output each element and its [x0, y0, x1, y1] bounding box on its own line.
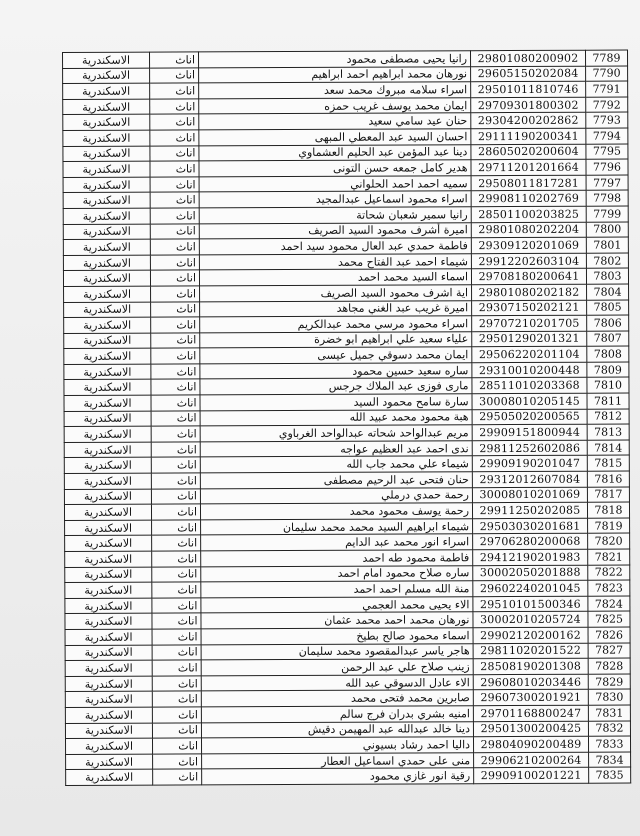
national-id-cell: 28511010203368	[472, 378, 587, 394]
national-id-cell: 29801080200902	[470, 50, 585, 66]
governorate-cell: الاسكندرية	[64, 364, 151, 380]
name-cell: رقية انور غازي محمود	[202, 768, 474, 785]
name-cell: امنيه بشري بدران فرج سالم	[201, 706, 473, 723]
serial-number-cell: 7798	[586, 190, 628, 206]
serial-number-cell: 7812	[587, 409, 629, 425]
name-cell: اسراء محمود اسماعيل عبدالمجيد	[199, 191, 471, 208]
name-cell: شيماء ابراهيم السيد محمد محمد سليمان	[201, 519, 473, 536]
national-id-cell: 30008010205145	[472, 393, 587, 409]
serial-number-cell: 7821	[588, 549, 630, 565]
serial-number-cell: 7814	[587, 440, 629, 456]
governorate-cell: الاسكندرية	[64, 395, 151, 411]
national-id-cell: 29811020201522	[473, 643, 588, 659]
governorate-cell: الاسكندرية	[64, 302, 151, 318]
national-id-cell: 29602240201045	[473, 580, 588, 596]
name-cell: اسراء محمود مرسي محمد عبدالكريم	[200, 316, 472, 333]
national-id-cell: 29412190201983	[473, 549, 588, 565]
governorate-cell: الاسكندرية	[64, 411, 151, 427]
national-id-cell: 28508190201308	[473, 658, 588, 674]
gender-cell: اناث	[151, 286, 200, 302]
national-id-cell: 29501300200425	[473, 721, 588, 737]
governorate-cell: الاسكندرية	[65, 738, 152, 754]
gender-cell: اناث	[152, 722, 201, 738]
national-id-cell: 29801080202204	[471, 222, 586, 238]
serial-number-cell: 7789	[585, 50, 627, 66]
gender-cell: اناث	[151, 489, 200, 505]
serial-number-cell: 7802	[586, 253, 628, 269]
gender-cell: اناث	[150, 208, 199, 224]
governorate-cell: الاسكندرية	[66, 754, 153, 770]
serial-number-cell: 7824	[588, 596, 630, 612]
national-id-cell: 29711201201664	[471, 159, 586, 175]
serial-number-cell: 7797	[586, 175, 628, 191]
governorate-cell: الاسكندرية	[63, 192, 150, 208]
name-cell: شيماء علي محمد جاب الله	[200, 456, 472, 473]
name-cell: رانيا يحيى مصطفى محمود	[199, 51, 471, 68]
national-id-cell: 29310010200448	[472, 362, 587, 378]
serial-number-cell: 7825	[588, 611, 630, 627]
name-cell: اميرة غريب عبد الغني مجاهد	[200, 300, 472, 317]
serial-number-cell: 7818	[587, 502, 629, 518]
serial-number-cell: 7834	[589, 752, 631, 768]
name-cell: اية اشرف محمود السيد الصريف	[200, 285, 472, 302]
governorate-cell: الاسكندرية	[64, 504, 151, 520]
name-cell: نورهان محمد احمد محمد عثمان	[201, 612, 473, 629]
name-cell: دينا خالد عبدالله عبد المهيمن دقيش	[201, 721, 473, 738]
governorate-cell: الاسكندرية	[63, 146, 150, 162]
gender-cell: اناث	[151, 379, 200, 395]
gender-cell: اناث	[150, 99, 199, 115]
name-cell: حنان عيد سامي سعيد	[199, 113, 471, 130]
gender-cell: اناث	[151, 457, 200, 473]
serial-number-cell: 7830	[588, 689, 630, 705]
serial-number-cell: 7796	[586, 159, 628, 175]
serial-number-cell: 7805	[587, 300, 629, 316]
gender-cell: اناث	[150, 83, 199, 99]
gender-cell: اناث	[151, 442, 200, 458]
name-cell: الاء يحيى محمد العجمي	[201, 596, 473, 613]
gender-cell: اناث	[150, 177, 199, 193]
gender-cell: اناث	[150, 255, 199, 271]
serial-number-cell: 7793	[586, 112, 628, 128]
governorate-cell: الاسكندرية	[65, 691, 152, 707]
gender-cell: اناث	[150, 67, 199, 83]
governorate-cell: الاسكندرية	[65, 520, 152, 536]
national-id-cell: 29503030201681	[473, 518, 588, 534]
gender-cell: اناث	[152, 520, 201, 536]
governorate-cell: الاسكندرية	[64, 317, 151, 333]
name-cell: هاجر ياسر عبدالمقصود محمد سليمان	[201, 643, 473, 660]
gender-cell: اناث	[152, 598, 201, 614]
national-id-cell: 29909151800944	[472, 424, 587, 440]
national-id-cell: 29708180200641	[471, 269, 586, 285]
governorate-cell: الاسكندرية	[63, 83, 150, 99]
national-id-cell: 30002050201888	[473, 565, 588, 581]
governorate-cell: الاسكندرية	[64, 286, 151, 302]
national-id-cell: 29304200202862	[471, 113, 586, 129]
national-id-cell: 29508011817281	[471, 175, 586, 191]
governorate-cell: الاسكندرية	[65, 598, 152, 614]
governorate-cell: الاسكندرية	[63, 130, 150, 146]
national-id-cell: 29510101500346	[473, 596, 588, 612]
name-cell: اسراء انور محمد عبد الدايم	[201, 534, 473, 551]
gender-cell: اناث	[152, 535, 201, 551]
gender-cell: اناث	[152, 566, 201, 582]
serial-number-cell: 7820	[588, 533, 630, 549]
gender-cell: اناث	[152, 629, 201, 645]
name-cell: مارى فوزى عبد الملاك جرجس	[200, 378, 472, 395]
gender-cell: اناث	[153, 769, 202, 785]
serial-number-cell: 7801	[586, 237, 628, 253]
name-cell: نورهان محمد ابراهيم احمد ابراهيم	[199, 66, 471, 83]
gender-cell: اناث	[150, 223, 199, 239]
national-id-cell: 29912202603104	[471, 253, 586, 269]
serial-number-cell: 7810	[587, 377, 629, 393]
name-cell: هدير كامل جمعه حسن التونى	[199, 160, 471, 177]
gender-cell: اناث	[152, 738, 201, 754]
serial-number-cell: 7799	[586, 206, 628, 222]
serial-number-cell: 7826	[588, 627, 630, 643]
national-id-cell: 29911250202085	[472, 502, 587, 518]
governorate-cell: الاسكندرية	[63, 99, 150, 115]
national-id-cell: 29312012607084	[472, 471, 587, 487]
national-id-cell: 29309120201069	[471, 237, 586, 253]
governorate-cell: الاسكندرية	[65, 723, 152, 739]
governorate-cell: الاسكندرية	[63, 270, 150, 286]
governorate-cell: الاسكندرية	[64, 473, 151, 489]
gender-cell: اناث	[151, 364, 200, 380]
gender-cell: اناث	[153, 754, 202, 770]
governorate-cell: الاسكندرية	[64, 380, 151, 396]
national-id-cell: 29505020200565	[472, 409, 587, 425]
serial-number-cell: 7808	[587, 346, 629, 362]
national-id-cell: 29709301800302	[471, 97, 586, 113]
governorate-cell: الاسكندرية	[65, 645, 152, 661]
serial-number-cell: 7827	[588, 643, 630, 659]
governorate-cell: الاسكندرية	[63, 208, 150, 224]
name-cell: صابرين محمد فتحى محمد	[201, 690, 473, 707]
serial-number-cell: 7803	[586, 268, 628, 284]
name-cell: رحمة يوسف محمود محمد	[200, 503, 472, 520]
national-id-cell: 29902120200162	[473, 627, 588, 643]
governorate-cell: الاسكندرية	[65, 613, 152, 629]
national-id-cell: 29906210200264	[474, 752, 589, 768]
serial-number-cell: 7835	[589, 767, 631, 783]
gender-cell: اناث	[150, 270, 199, 286]
gender-cell: اناث	[151, 348, 200, 364]
gender-cell: اناث	[150, 52, 199, 68]
governorate-cell: الاسكندرية	[64, 348, 151, 364]
gender-cell: اناث	[151, 317, 200, 333]
serial-number-cell: 7792	[586, 97, 628, 113]
gender-cell: اناث	[152, 582, 201, 598]
national-id-cell: 29707210201705	[472, 315, 587, 331]
name-cell: ايمان محمد يوسف غريب حمزه	[199, 97, 471, 114]
serial-number-cell: 7804	[587, 284, 629, 300]
national-id-cell: 30008010201069	[472, 487, 587, 503]
name-cell: حنان فتحى عبد الرحيم مصطفى	[200, 472, 472, 489]
governorate-cell: الاسكندرية	[63, 52, 150, 68]
serial-number-cell: 7813	[587, 424, 629, 440]
national-id-cell: 29607300201921	[473, 690, 588, 706]
name-cell: اسماء محمود صالح بطيخ	[201, 628, 473, 645]
governorate-cell: الاسكندرية	[65, 660, 152, 676]
gender-cell: اناث	[151, 301, 200, 317]
gender-cell: اناث	[150, 161, 199, 177]
governorate-cell: الاسكندرية	[63, 68, 150, 84]
national-id-cell: 29811252602086	[472, 440, 587, 456]
governorate-cell: الاسكندرية	[64, 442, 151, 458]
serial-number-cell: 7794	[586, 128, 628, 144]
national-id-cell: 28605020200604	[471, 144, 586, 160]
gender-cell: اناث	[151, 333, 200, 349]
serial-number-cell: 7809	[587, 362, 629, 378]
national-id-cell: 29608010203446	[473, 674, 588, 690]
governorate-cell: الاسكندرية	[63, 224, 150, 240]
governorate-cell: الاسكندرية	[65, 536, 152, 552]
gender-cell: اناث	[152, 707, 201, 723]
governorate-cell: الاسكندرية	[64, 333, 151, 349]
national-id-cell: 29605150202084	[471, 66, 586, 82]
serial-number-cell: 7829	[588, 674, 630, 690]
gender-cell: اناث	[150, 192, 199, 208]
national-id-cell: 29908110202769	[471, 191, 586, 207]
serial-number-cell: 7815	[587, 455, 629, 471]
gender-cell: اناث	[151, 395, 200, 411]
roster-table	[62, 50, 631, 786]
national-id-cell: 28501100203825	[471, 206, 586, 222]
gender-cell: اناث	[152, 613, 201, 629]
gender-cell: اناث	[150, 145, 199, 161]
name-cell: اسراء سلامه مبروك محمد سعد	[199, 82, 471, 99]
name-cell: شيماء احمد عبد الفتاح محمد	[199, 253, 471, 270]
national-id-cell: 29804090200489	[473, 736, 588, 752]
governorate-cell: الاسكندرية	[63, 255, 150, 271]
national-id-cell: 29111190200341	[471, 128, 586, 144]
serial-number-cell: 7831	[588, 705, 630, 721]
national-id-cell: 29801080202182	[472, 284, 587, 300]
name-cell: فاطمة حمدي عبد العال محمود سيد احمد	[199, 238, 471, 255]
serial-number-cell: 7811	[587, 393, 629, 409]
name-cell: اميرة أشرف محمود السيد الصريف	[199, 222, 471, 239]
governorate-cell: الاسكندرية	[63, 177, 150, 193]
table-row	[66, 767, 631, 785]
governorate-cell: الاسكندرية	[64, 489, 151, 505]
gender-cell: اناث	[150, 239, 199, 255]
national-id-cell: 29307150202121	[472, 300, 587, 316]
name-cell: مريم عبدالواحد شحاته عبدالواحد الغرباوي	[200, 425, 472, 442]
gender-cell: اناث	[151, 473, 200, 489]
national-id-cell: 29701168800247	[473, 705, 588, 721]
governorate-cell: الاسكندرية	[65, 676, 152, 692]
serial-number-cell: 7816	[587, 471, 629, 487]
governorate-cell: الاسكندرية	[65, 551, 152, 567]
gender-cell: اناث	[151, 411, 200, 427]
governorate-cell: الاسكندرية	[64, 426, 151, 442]
governorate-cell: الاسكندرية	[63, 161, 150, 177]
governorate-cell: الاسكندرية	[64, 458, 151, 474]
national-id-cell: 29706280200068	[473, 534, 588, 550]
name-cell: زينب صلاح علي عبد الرحمن	[201, 659, 473, 676]
serial-number-cell: 7791	[586, 81, 628, 97]
roster-table-body	[63, 50, 631, 785]
name-cell: فاطمة محمود طه احمد	[201, 550, 473, 567]
serial-number-cell: 7795	[586, 144, 628, 160]
name-cell: داليا احمد رشاد بسيوني	[201, 737, 473, 754]
name-cell: علياء سعيد علي ابراهيم ابو خضرة	[200, 331, 472, 348]
gender-cell: اناث	[152, 691, 201, 707]
name-cell: منة الله مسلم احمد احمد	[201, 581, 473, 598]
national-id-cell: 29501011810746	[471, 81, 586, 97]
national-id-cell: 29909190201047	[472, 456, 587, 472]
name-cell: ساره سعيد حسين محمود	[200, 363, 472, 380]
serial-number-cell: 7807	[587, 331, 629, 347]
gender-cell: اناث	[150, 130, 199, 146]
name-cell: رحمة حمدي درملي	[200, 487, 472, 504]
governorate-cell: الاسكندرية	[65, 629, 152, 645]
name-cell: احسان السيد عبد المعطي المبهى	[199, 129, 471, 146]
name-cell: ندى احمد عبد العظيم عواجه	[200, 441, 472, 458]
serial-number-cell: 7819	[588, 518, 630, 534]
gender-cell: اناث	[152, 551, 201, 567]
gender-cell: اناث	[152, 660, 201, 676]
gender-cell: اناث	[152, 644, 201, 660]
gender-cell: اناث	[151, 426, 200, 442]
serial-number-cell: 7832	[588, 721, 630, 737]
serial-number-cell: 7790	[586, 66, 628, 82]
serial-number-cell: 7833	[588, 736, 630, 752]
governorate-cell: الاسكندرية	[65, 567, 152, 583]
gender-cell: اناث	[151, 504, 200, 520]
name-cell: ايمان محمد دسوقي جميل عيسى	[200, 347, 472, 364]
national-id-cell: 29501290201321	[472, 331, 587, 347]
serial-number-cell: 7817	[587, 487, 629, 503]
national-id-cell: 29506220201104	[472, 346, 587, 362]
gender-cell: اناث	[150, 114, 199, 130]
name-cell: هبة محمود محمد عبيد الله	[200, 409, 472, 426]
national-id-cell: 30002010205724	[473, 612, 588, 628]
name-cell: سارة سامح محمود السيد	[200, 394, 472, 411]
name-cell: منى على حمدي اسماعيل العطار	[202, 752, 474, 769]
name-cell: دينا عبد المؤمن عبد الحليم العشماوي	[199, 144, 471, 161]
serial-number-cell: 7828	[588, 658, 630, 674]
governorate-cell: الاسكندرية	[63, 239, 150, 255]
name-cell: رانيا سمير شعبان شحاتة	[199, 207, 471, 224]
serial-number-cell: 7806	[587, 315, 629, 331]
serial-number-cell: 7800	[586, 222, 628, 238]
serial-number-cell: 7823	[588, 580, 630, 596]
gender-cell: اناث	[152, 676, 201, 692]
name-cell: ساره صلاح محمود امام احمد	[201, 565, 473, 582]
name-cell: الاء عادل الدسوقي عبد الله	[201, 674, 473, 691]
serial-number-cell: 7822	[588, 565, 630, 581]
governorate-cell: الاسكندرية	[63, 114, 150, 130]
name-cell: اسماء السيد محمد احمد	[199, 269, 471, 286]
name-cell: سميه احمد احمد الحلواني	[199, 175, 471, 192]
governorate-cell: الاسكندرية	[65, 582, 152, 598]
governorate-cell: الاسكندرية	[66, 769, 153, 785]
governorate-cell: الاسكندرية	[65, 707, 152, 723]
national-id-cell: 29909100201221	[474, 768, 589, 784]
